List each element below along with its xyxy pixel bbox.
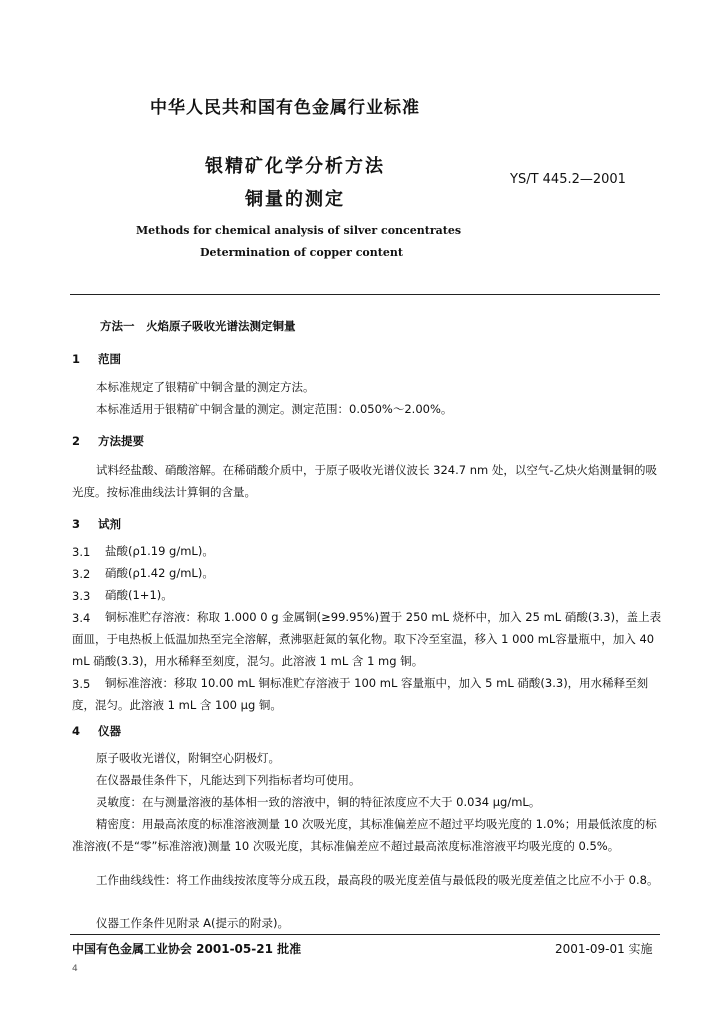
section-4-paragraph-5: 工作曲线线性：将工作曲线按浓度等分成五段，最高段的吸光度差值与最低段的吸光度差值之比应不小于 0.8。 <box>96 873 659 887</box>
approval-line: 中国有色金属工业协会 2001-05-21 批准 <box>72 942 302 956</box>
item-number: 3.2 <box>72 567 91 581</box>
reagent-3-3: 硝酸(1+1)。 <box>105 588 173 602</box>
section-4-heading <box>72 723 121 739</box>
page-number: 4 <box>72 964 78 974</box>
english-title-line2: Determination of copper content <box>200 246 403 259</box>
section-1-paragraph-2: 本标准适用于银精矿中铜含量的测定。测定范围：0.050%～2.00%。 <box>96 402 453 416</box>
section-title: 仪器 <box>98 724 122 738</box>
english-title-line1: Methods for chemical analysis of silver concentrates <box>136 224 462 237</box>
section-4-paragraph-6: 仪器工作条件见附录 A(提示的附录)。 <box>96 916 289 930</box>
implementation-date: 2001-09-01 实施 <box>555 942 653 956</box>
section-3-heading <box>72 516 121 532</box>
item-number: 3.1 <box>72 545 91 559</box>
reagent-3-2: 硝酸(ρ1.42 g/mL)。 <box>105 566 214 580</box>
reagent-3-4: 铜标准贮存溶液：称取 1.000 0 g 金属铜(≥99.95%)置于 250 mL 烧杯中，加入 25 mL 硝酸(3.3)，盖上表面皿，于电热板上低温加热至完全溶解，煮沸驱赶氮的氧化物。取下冷至室温，移入 1 000 mL容量瓶中，加入 40 mL 硝酸(3.3)，用水稀释至刻度，混匀。此溶液 1 mL 含 1 mg 铜。 <box>72 610 662 668</box>
reagent-3-5: 铜标准溶液：移取 10.00 mL 铜标准贮存溶液于 100 mL 容量瓶中，加入 5 mL 硝酸(3.3)，用水稀释至刻度，混匀。此溶液 1 mL 含 100 μg 铜。 <box>72 676 649 712</box>
section-4-paragraph-4: 精密度：用最高浓度的标准溶液测量 10 次吸光度，其标准偏差应不超过平均吸光度的 1.0%；用最低浓度的标准溶液(不是“零”标准溶液)测量 10 次吸光度，其标准偏差应不超过最高浓度标准溶液平均吸光度的 0.5%。 <box>72 817 657 853</box>
item-number: 3.3 <box>72 589 91 603</box>
section-4-paragraph-1: 原子吸收光谱仪，附铜空心阴极灯。 <box>96 751 280 765</box>
item-number: 3.5 <box>72 677 91 691</box>
section-title: 范围 <box>98 352 122 366</box>
org-title: 中华人民共和国有色金属行业标准 <box>150 98 420 118</box>
method-title: 方法一 火焰原子吸收光谱法测定铜量 <box>100 319 296 333</box>
section-title: 试剂 <box>98 517 122 531</box>
reagent-3-1: 盐酸(ρ1.19 g/mL)。 <box>105 544 214 558</box>
section-title: 方法提要 <box>98 434 145 448</box>
section-4-paragraph-3: 灵敏度：在与测量溶液的基体相一致的溶液中，铜的特征浓度应不大于 0.034 μg/mL。 <box>96 795 541 809</box>
section-4-paragraph-2: 在仪器最佳条件下，凡能达到下列指标者均可使用。 <box>96 773 361 787</box>
section-number: 4 <box>72 724 81 738</box>
section-2-heading <box>72 433 144 449</box>
footer-divider <box>70 934 660 935</box>
section-2-paragraph: 试料经盐酸、硝酸溶解。在稀硝酸介质中，于原子吸收光谱仪波长 324.7 nm 处，以空气-乙炔火焰测量铜的吸光度。按标准曲线法计算铜的含量。 <box>72 463 658 499</box>
section-1-paragraph-1: 本标准规定了银精矿中铜含量的测定方法。 <box>96 380 315 394</box>
section-number: 1 <box>72 352 81 366</box>
header-divider <box>70 294 660 295</box>
section-number: 3 <box>72 517 81 531</box>
doc-title-line2: 铜量的测定 <box>245 189 345 210</box>
doc-title-line1: 银精矿化学分析方法 <box>205 156 385 177</box>
section-number: 2 <box>72 434 81 448</box>
item-number: 3.4 <box>72 611 91 625</box>
standard-number: YS/T 445.2—2001 <box>510 172 626 187</box>
section-1-heading <box>72 351 121 367</box>
